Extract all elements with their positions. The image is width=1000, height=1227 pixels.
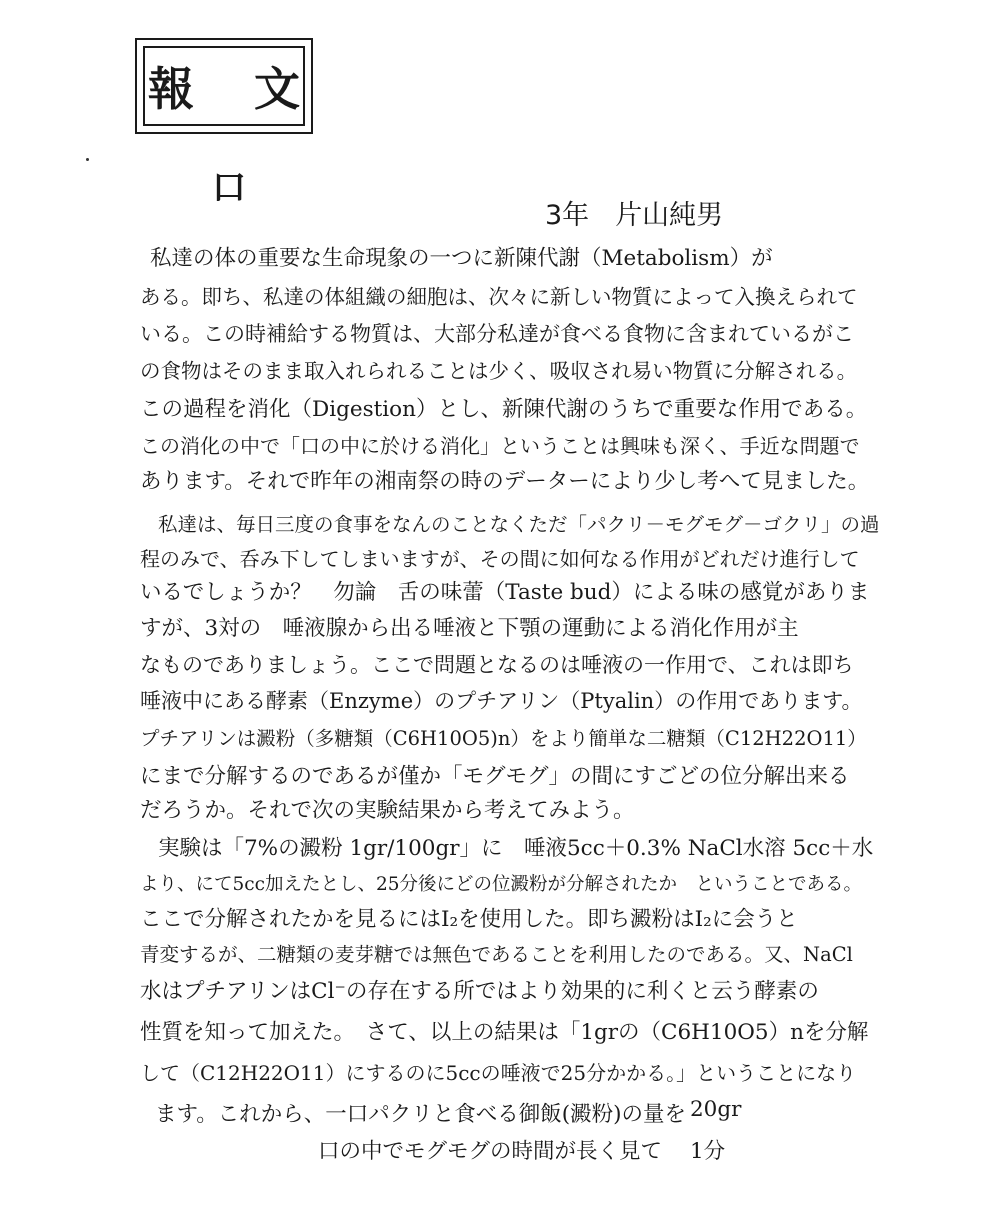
tail-line-1: ます。これから、一口パクリと食べる御飯(澱粉)の量を xyxy=(155,1102,687,1127)
header-label: 報 文 xyxy=(148,62,323,116)
body-line: ここで分解されたかを見るにはI₂を使用した。即ち澱粉はI₂に会うと xyxy=(140,907,798,932)
header-box xyxy=(135,38,323,134)
tail-line-2: 口の中でモグモグの時間が長く見て xyxy=(318,1139,663,1164)
header-box-inner xyxy=(143,46,323,126)
ink-dot xyxy=(86,158,89,161)
section-title: 口 xyxy=(212,168,246,208)
tail-value-1: 20gr xyxy=(690,1097,742,1122)
author-name: 片山純男 xyxy=(615,200,724,231)
body-line: 水はプチアリンはCl⁻の存在する所ではより効果的に利くと云う酵素の xyxy=(140,979,819,1004)
body-line: ある。即ち、私達の体組織の細胞は、次々に新しい物質によって入換えられて xyxy=(140,285,858,309)
body-line: すが、3対の 唾液腺から出る唾液と下顎の運動による消化作用が主 xyxy=(140,616,799,641)
body-line: いる。この時補給する物質は、大部分私達が食べる食物に含まれているがこ xyxy=(140,322,854,346)
body-line: 程のみで、呑み下してしまいますが、その間に如何なる作用がどれだけ進行して xyxy=(140,547,860,571)
tail-value-2: 1分 xyxy=(690,1139,726,1164)
body-line: 私達は、毎日三度の食事をなんのことなくただ「パクリ－モグモグ－ゴクリ」の過 xyxy=(158,513,880,536)
body-line: この消化の中で「口の中に於ける消化」ということは興味も深く、手近な問題で xyxy=(140,434,860,458)
body-line: プチアリンは澱粉（多糖類（C6H10O5)n）をより簡単な二糖類（C12H22O11） xyxy=(140,727,867,750)
body-line: あります。それで昨年の湘南祭の時のデーターにより少し考へて見ました。 xyxy=(140,469,870,494)
body-line: より、にて5cc加えたとし、25分後にどの位澱粉が分解されたか ということである。 xyxy=(140,874,863,895)
body-line: 私達の体の重要な生命現象の一つに新陳代謝（Metabolism）が xyxy=(150,246,773,271)
body-line: なものでありましょう。ここで問題となるのは唾液の一作用で、これは即ち xyxy=(140,653,854,677)
body-line: して（C12H22O11）にするのに5ccの唾液で25分かかる。」ということになり xyxy=(140,1061,857,1085)
body-line: 実験は「7%の澱粉 1gr/100gr」に 唾液5cc＋0.3% NaCl水溶 5cc＋水 xyxy=(158,836,874,861)
body-line: だろうか。それで次の実験結果から考えてみよう。 xyxy=(140,798,635,823)
body-line: いるでしょうか？ 勿論 舌の味蕾（Taste bud）による味の感覚がありま xyxy=(140,580,870,605)
body-line: 青変するが、二糖類の麦芽糖では無色であることを利用したのである。又、NaCl xyxy=(140,943,853,966)
author-year: 3年 xyxy=(545,200,590,231)
body-line: この過程を消化（Digestion）とし、新陳代謝のうちで重要な作用である。 xyxy=(140,397,868,422)
author-line xyxy=(545,193,723,232)
body-line: 性質を知って加えた。 さて、以上の結果は「1grの（C6H10O5）nを分解 xyxy=(140,1020,869,1045)
body-line: にまで分解するのであるが僅か「モグモグ」の間にすごどの位分解出来る xyxy=(140,764,850,789)
body-line: 唾液中にある酵素（Enzyme）のプチアリン（Ptyalin）の作用であります。 xyxy=(140,689,863,713)
body-line: の食物はそのまま取入れられることは少く、吸収され易い物質に分解される。 xyxy=(140,359,858,383)
